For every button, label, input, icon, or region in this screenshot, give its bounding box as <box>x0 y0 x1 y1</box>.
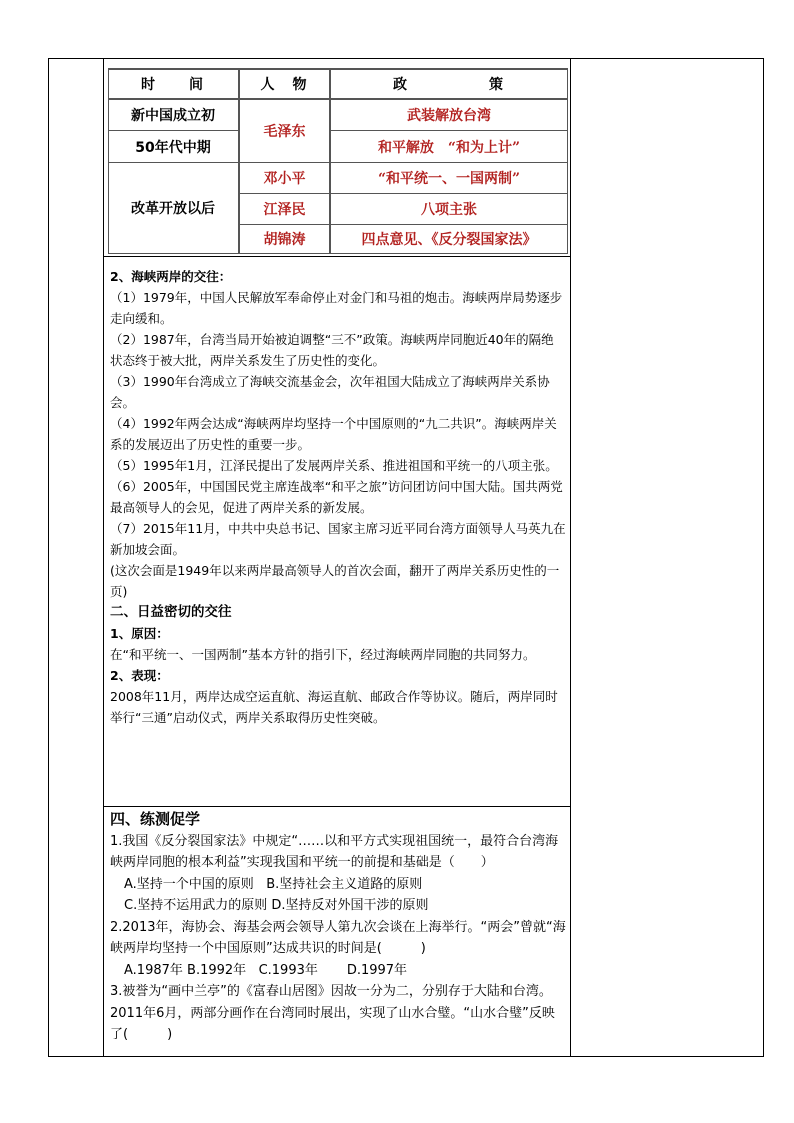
practice-section <box>110 809 566 1046</box>
q2-option-c: C.1993年 <box>258 962 318 978</box>
paragraph: （7）2015年11月，中共中央总书记、国家主席习近平同台湾方面领导人马英九在新加坡会面。 <box>110 521 566 557</box>
exchange-section <box>110 266 566 728</box>
policy-cell: 四点意见、《反分裂国家法》 <box>361 232 537 248</box>
q1-option-d: D.坚持反对外国干涉的原则 <box>271 898 429 913</box>
policy-cell: 八项主张 <box>421 202 477 218</box>
paragraph: （1）1979年，中国人民解放军奉命停止对金门和马祖的炮击。海峡两岸局势逐步走向缓和。 <box>110 290 563 326</box>
section-title: 2、海峡两岸的交往： <box>110 269 232 284</box>
reason-text: 在“和平统一、一国两制”基本方针的指引下，经过海峡两岸同胞的共同努力。 <box>110 647 536 662</box>
reason-title: 1、原因： <box>110 626 169 641</box>
policy-table <box>108 68 568 254</box>
header-person: 人 物 <box>260 77 309 93</box>
paragraph: （5）1995年1月，江泽民提出了发展两岸关系、推进祖国和平统一的八项主张。 <box>110 458 558 473</box>
performance-text: 2008年11月，两岸达成空运直航、海运直航、邮政合作等协议。随后，两岸同时举行“三通”启动仪式，两岸关系取得历史性突破。 <box>110 689 558 725</box>
table-bottom-line <box>103 256 571 257</box>
person-cell: 江泽民 <box>263 202 306 218</box>
frame-right-line <box>763 58 764 1057</box>
paragraph: （6）2005年，中国国民党主席连战率“和平之旅”访问团访问中国大陆。国共两党最高领导人的会见，促进了两岸关系的新发展。 <box>110 479 563 515</box>
frame-left-line <box>48 58 49 1057</box>
question-3: 3.被誉为“画中兰亭”的《富春山居图》因故一分为二，分别存于大陆和台湾。2011年6月，两部分画作在台湾同时展出，实现了山水合璧。“山水合璧”反映了( ) <box>110 984 555 1042</box>
policy-cell: 和平解放 “和为上计” <box>377 139 521 156</box>
frame-divider-1 <box>103 58 104 1057</box>
q1-option-b: B.坚持社会主义道路的原则 <box>266 876 423 892</box>
person-cell: 毛泽东 <box>263 124 306 140</box>
practice-title: 四、练测促学 <box>110 810 201 828</box>
frame-bottom-line <box>48 1056 764 1057</box>
time-cell: 改革开放以后 <box>131 201 215 217</box>
section-divider-line <box>103 806 571 807</box>
time-cell: 新中国成立初 <box>131 108 215 124</box>
paragraph: （3）1990年台湾成立了海峡交流基金会，次年祖国大陆成立了海峡两岸关系协会。 <box>110 374 550 410</box>
person-cell: 胡锦涛 <box>263 232 306 248</box>
q1-option-a: A.坚持一个中国的原则 <box>124 876 254 892</box>
question-2: 2.2013年，海协会、海基会两会领导人第九次会谈在上海举行。“两会”曾就“海峡两岸均坚持一个中国原则”达成共识的时间是( ) <box>110 919 566 956</box>
performance-title: 2、表现： <box>110 668 169 683</box>
q1-options-row1 <box>110 874 566 896</box>
q2-option-a: A.1987年 <box>124 962 183 978</box>
header-time: 时 间 <box>141 77 205 93</box>
q1-option-c: C.坚持不运用武力的原则 <box>124 898 268 913</box>
paragraph: (这次会面是1949年以来两岸最高领导人的首次会面，翻开了两岸关系历史性的一页) <box>110 563 560 599</box>
person-cell: 邓小平 <box>263 171 306 187</box>
section-heading: 二、日益密切的交往 <box>110 604 232 620</box>
q2-option-b: B.1992年 <box>187 962 247 978</box>
question-1: 1.我国《反分裂国家法》中规定“……以和平方式实现祖国统一，最符合台湾海峡两岸同胞的根本利益”实现我国和平统一的前提和基础是（ ） <box>110 833 559 870</box>
policy-cell: 武装解放台湾 <box>407 108 491 124</box>
frame-divider-2 <box>570 58 571 1057</box>
q2-options <box>110 960 566 982</box>
header-policy: 政 策 <box>393 77 505 93</box>
policy-cell: “和平统一、一国两制” <box>377 171 521 187</box>
time-cell: 50年代中期 <box>135 139 211 156</box>
q2-option-d: D.1997年 <box>346 962 408 978</box>
paragraph: （4）1992年两会达成“海峡两岸均坚持一个中国原则的“九二共识”。海峡两岸关系的发展迈出了历史性的重要一步。 <box>110 416 557 452</box>
paragraph: （2）1987年，台湾当局开始被迫调整“三不”政策。海峡两岸同胞近40年的隔绝状态终于被大批，两岸关系发生了历史性的变化。 <box>110 332 554 368</box>
frame-top-line <box>48 58 764 59</box>
q1-options-row2 <box>110 895 566 917</box>
